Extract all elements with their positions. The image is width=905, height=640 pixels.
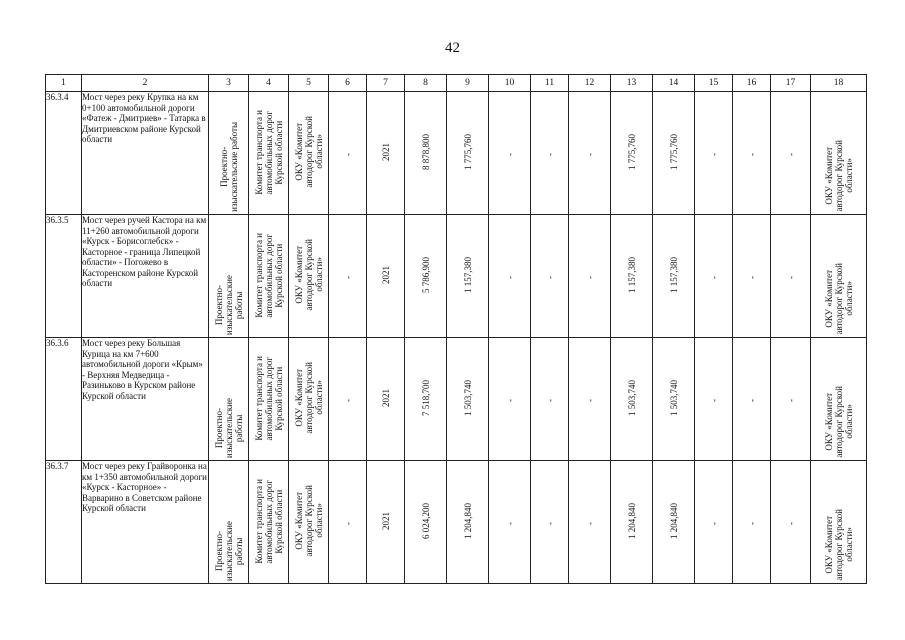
- cell-c11: [531, 215, 569, 338]
- data-table: [45, 74, 867, 584]
- table-row: [46, 338, 867, 461]
- cell-text-c9: 1 204,840: [462, 503, 473, 539]
- cell-c5: [289, 338, 329, 461]
- cell-c3: [209, 215, 249, 338]
- object-name: Мост через ручей Кастора на км 11+260 автомобильной дороги «Курск - Борисоглебск» - Касторное - граница Липецкой области» - Погожево в Касторенском районе Курской области: [82, 215, 209, 338]
- cell-text-c8: 6 024,200: [420, 503, 431, 539]
- header-cell-10: 10: [489, 75, 531, 92]
- cell-c12: [569, 92, 611, 215]
- cell-text-c9: 1 503,740: [462, 380, 473, 416]
- cell-c16: [733, 92, 771, 215]
- cell-text-c11: -: [544, 153, 555, 156]
- cell-c18: [811, 92, 867, 215]
- cell-text-c8: 5 786,900: [420, 257, 431, 293]
- cell-c15: [695, 338, 733, 461]
- header-cell-18: 18: [811, 75, 867, 92]
- cell-text-c3: Проектно- изыскательские работы: [218, 122, 239, 212]
- header-cell-9: 9: [447, 75, 489, 92]
- cell-text-c10: -: [504, 399, 515, 402]
- cell-c3: [209, 92, 249, 215]
- header-cell-2: 2: [82, 75, 209, 92]
- cell-text-c4: Комитет транспорта и автомобильных дорог Курской области: [253, 478, 284, 564]
- cell-c8: [405, 461, 447, 584]
- cell-c12: [569, 461, 611, 584]
- cell-c10: [489, 461, 531, 584]
- cell-c16: [733, 338, 771, 461]
- header-row: [46, 75, 867, 92]
- cell-c14: [653, 461, 695, 584]
- cell-c5: [289, 461, 329, 584]
- header-cell-4: 4: [249, 75, 289, 92]
- cell-text-c3: Проектно- изыскательские работы: [213, 397, 244, 458]
- header-cell-1: 1: [46, 75, 82, 92]
- cell-c18: [811, 461, 867, 584]
- header-cell-15: 15: [695, 75, 733, 92]
- cell-text-c14: 1 157,380: [668, 257, 679, 293]
- cell-c4: [249, 338, 289, 461]
- cell-c15: [695, 215, 733, 338]
- cell-text-c15: -: [708, 153, 719, 156]
- cell-text-c13: 1 503,740: [626, 380, 637, 416]
- cell-c5: [289, 92, 329, 215]
- cell-text-c10: -: [504, 276, 515, 279]
- cell-c7: [367, 338, 405, 461]
- cell-text-c6: -: [342, 399, 353, 402]
- cell-text-c8: 8 878,800: [420, 134, 431, 170]
- cell-c12: [569, 215, 611, 338]
- cell-text-c18: ОКУ «Комитет автодорог Курской области»: [823, 509, 854, 581]
- cell-c4: [249, 461, 289, 584]
- row-number: 36.3.4: [46, 92, 82, 215]
- table-row: [46, 92, 867, 215]
- cell-c12: [569, 338, 611, 461]
- cell-c8: [405, 338, 447, 461]
- cell-c13: [611, 338, 653, 461]
- cell-text-c12: -: [584, 153, 595, 156]
- cell-text-c4: Комитет транспорта и автомобильных дорог Курской области: [253, 232, 284, 318]
- cell-text-c12: -: [584, 522, 595, 525]
- cell-text-c16: -: [746, 153, 757, 156]
- cell-text-c5: ОКУ «Комитет автодорог Курской области»: [293, 239, 324, 311]
- header-cell-6: 6: [329, 75, 367, 92]
- cell-c14: [653, 215, 695, 338]
- cell-text-c6: -: [342, 522, 353, 525]
- cell-text-c14: 1 775,760: [668, 134, 679, 170]
- cell-c13: [611, 215, 653, 338]
- object-name: Мост через реку Грайворонка на км 1+350 автомобильной дороги «Курск - Касторное» - Варварино в Советском районе Курской области: [82, 461, 209, 584]
- cell-text-c8: 7 518,700: [420, 380, 431, 416]
- header-cell-14: 14: [653, 75, 695, 92]
- cell-text-c12: -: [584, 399, 595, 402]
- cell-text-c14: 1 204,840: [668, 503, 679, 539]
- cell-text-c10: -: [504, 153, 515, 156]
- row-number: 36.3.7: [46, 461, 82, 584]
- header-cell-8: 8: [405, 75, 447, 92]
- cell-c7: [367, 215, 405, 338]
- cell-text-c7: 2021: [380, 512, 391, 530]
- cell-c9: [447, 215, 489, 338]
- cell-text-c18: ОКУ «Комитет автодорог Курской области»: [823, 386, 854, 458]
- cell-text-c14: 1 503,740: [668, 380, 679, 416]
- object-name: Мост через реку Крупка на км 0+100 автомобильной дороги «Фатеж - Дмитриев» - Татарка в Дмитриевском районе Курской области: [82, 92, 209, 215]
- cell-text-c9: 1 775,760: [462, 134, 473, 170]
- cell-c16: [733, 461, 771, 584]
- cell-text-c16: -: [746, 399, 757, 402]
- cell-text-c11: -: [544, 399, 555, 402]
- cell-c11: [531, 92, 569, 215]
- cell-text-c17: -: [785, 522, 796, 525]
- cell-text-c13: 1 204,840: [626, 503, 637, 539]
- cell-c10: [489, 92, 531, 215]
- cell-text-c18: ОКУ «Комитет автодорог Курской области»: [823, 140, 854, 212]
- table-row: [46, 215, 867, 338]
- cell-c9: [447, 92, 489, 215]
- cell-c18: [811, 215, 867, 338]
- header-cell-5: 5: [289, 75, 329, 92]
- cell-text-c15: -: [708, 276, 719, 279]
- cell-c3: [209, 338, 249, 461]
- cell-text-c15: -: [708, 522, 719, 525]
- page-number: 42: [445, 40, 460, 56]
- cell-c17: [771, 338, 811, 461]
- cell-text-c10: -: [504, 522, 515, 525]
- header-cell-3: 3: [209, 75, 249, 92]
- cell-c15: [695, 92, 733, 215]
- cell-c6: [329, 92, 367, 215]
- cell-text-c11: -: [544, 276, 555, 279]
- cell-c14: [653, 92, 695, 215]
- cell-text-c5: ОКУ «Комитет автодорог Курской области»: [293, 485, 324, 557]
- cell-c14: [653, 338, 695, 461]
- table-row: [46, 461, 867, 584]
- cell-c10: [489, 215, 531, 338]
- cell-c11: [531, 461, 569, 584]
- cell-c17: [771, 92, 811, 215]
- cell-text-c7: 2021: [380, 266, 391, 284]
- cell-c6: [329, 461, 367, 584]
- cell-text-c16: -: [746, 522, 757, 525]
- cell-c9: [447, 338, 489, 461]
- cell-text-c16: -: [746, 276, 757, 279]
- header-cell-13: 13: [611, 75, 653, 92]
- header-cell-11: 11: [531, 75, 569, 92]
- cell-text-c11: -: [544, 522, 555, 525]
- cell-c18: [811, 338, 867, 461]
- cell-text-c17: -: [785, 276, 796, 279]
- cell-c9: [447, 461, 489, 584]
- cell-c10: [489, 338, 531, 461]
- cell-c6: [329, 215, 367, 338]
- cell-text-c5: ОКУ «Комитет автодорог Курской области»: [293, 362, 324, 434]
- cell-c4: [249, 92, 289, 215]
- cell-text-c3: Проектно- изыскательские работы: [213, 274, 244, 335]
- cell-text-c4: Комитет транспорта и автомобильных дорог Курской области: [253, 109, 284, 195]
- cell-text-c17: -: [785, 153, 796, 156]
- row-number: 36.3.6: [46, 338, 82, 461]
- cell-text-c9: 1 157,380: [462, 257, 473, 293]
- cell-c17: [771, 215, 811, 338]
- cell-c7: [367, 92, 405, 215]
- cell-text-c17: -: [785, 399, 796, 402]
- cell-text-c13: 1 157,380: [626, 257, 637, 293]
- cell-text-c3: Проектно- изыскательские работы: [213, 520, 244, 581]
- cell-text-c7: 2021: [380, 143, 391, 161]
- object-name: Мост через реку Большая Курица на км 7+600 автомобильной дороги «Крым» - Верхняя Медведица - Разиньково в Курском районе Курской области: [82, 338, 209, 461]
- cell-c3: [209, 461, 249, 584]
- cell-c7: [367, 461, 405, 584]
- cell-text-c18: ОКУ «Комитет автодорог Курской области»: [823, 263, 854, 335]
- cell-text-c13: 1 775,760: [626, 134, 637, 170]
- cell-text-c12: -: [584, 276, 595, 279]
- cell-text-c6: -: [342, 276, 353, 279]
- cell-c17: [771, 461, 811, 584]
- cell-c8: [405, 92, 447, 215]
- cell-text-c6: -: [342, 153, 353, 156]
- cell-c6: [329, 338, 367, 461]
- cell-text-c5: ОКУ «Комитет автодорог Курской области»: [293, 116, 324, 188]
- cell-c15: [695, 461, 733, 584]
- cell-c4: [249, 215, 289, 338]
- cell-text-c15: -: [708, 399, 719, 402]
- header-cell-17: 17: [771, 75, 811, 92]
- cell-c5: [289, 215, 329, 338]
- header-cell-16: 16: [733, 75, 771, 92]
- cell-c16: [733, 215, 771, 338]
- header-cell-12: 12: [569, 75, 611, 92]
- cell-text-c4: Комитет транспорта и автомобильных дорог Курской области: [253, 355, 284, 441]
- row-number: 36.3.5: [46, 215, 82, 338]
- header-cell-7: 7: [367, 75, 405, 92]
- cell-c13: [611, 461, 653, 584]
- cell-c13: [611, 92, 653, 215]
- cell-text-c7: 2021: [380, 389, 391, 407]
- cell-c8: [405, 215, 447, 338]
- cell-c11: [531, 338, 569, 461]
